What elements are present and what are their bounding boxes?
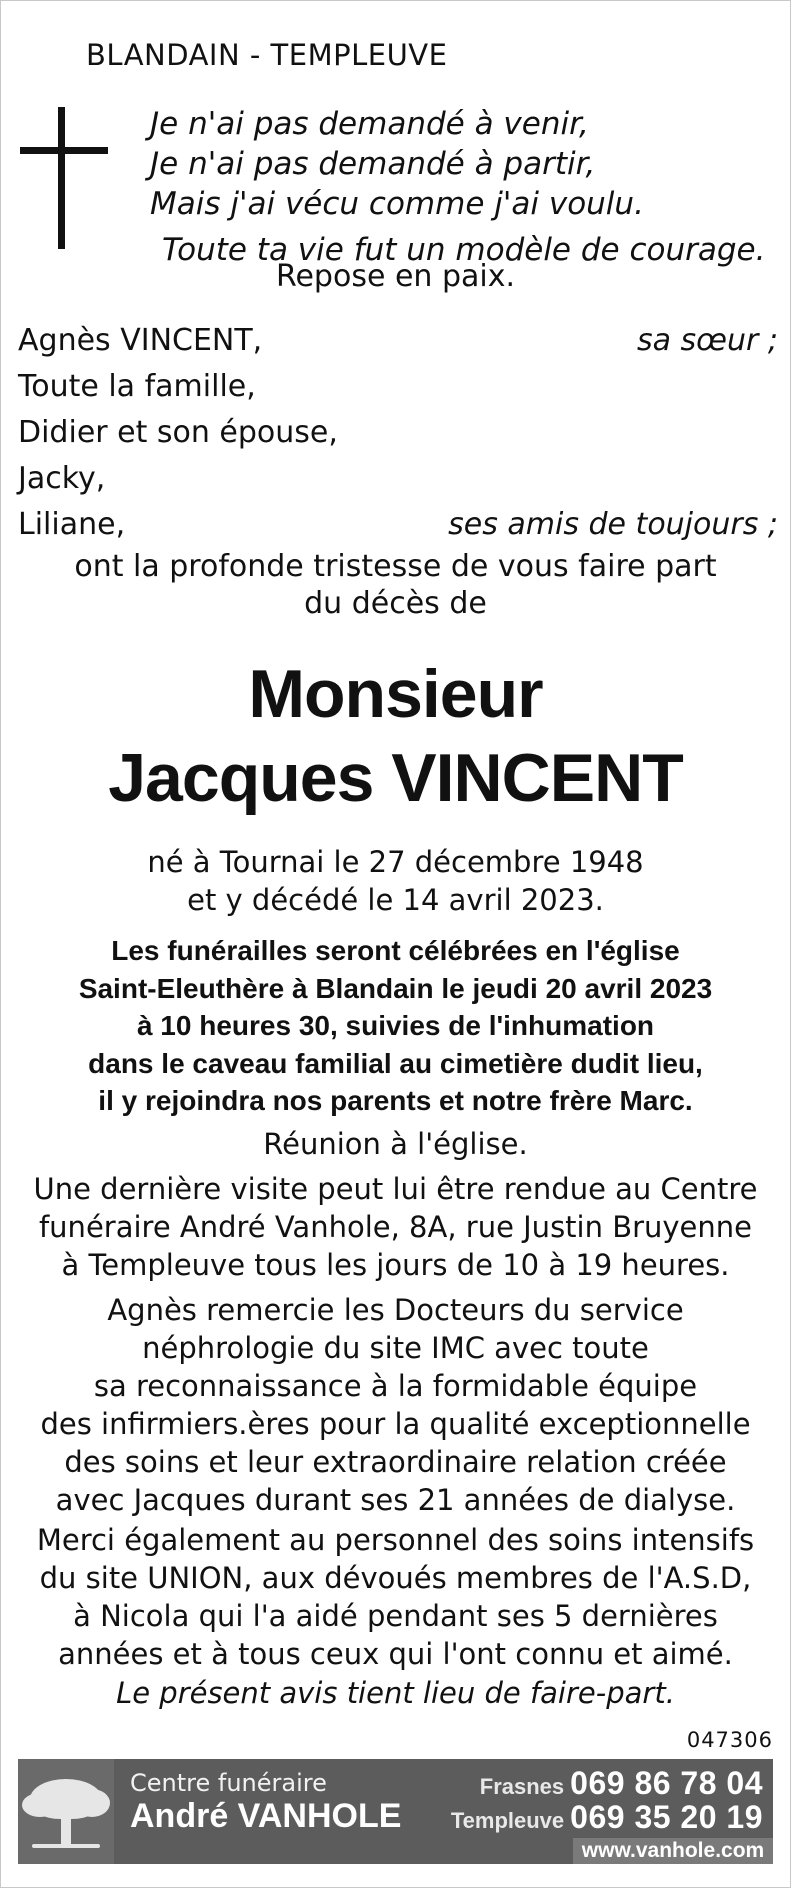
funeral-line: Saint-Eleuthère à Blandain le jeudi 20 avril 2023 [78, 972, 713, 1004]
funeral-line: il y rejoindra nos parents et notre frère Marc. [98, 1085, 693, 1116]
merci-line: années et à tous ceux qui l'ont connu et aimé. [58, 1637, 733, 1671]
family-list [18, 318, 778, 548]
birth-line: né à Tournai le 27 décembre 1948 [147, 845, 644, 879]
funeral-details [0, 932, 791, 1120]
family-row [18, 456, 778, 502]
visit-info [0, 1170, 791, 1284]
notice-line: Le présent avis tient lieu de faire-part. [116, 1676, 675, 1710]
poem-line: Je n'ai pas demandé à venir, [150, 106, 589, 142]
visit-line: funéraire André Vanhole, 8A, rue Justin Bruyenne [38, 1210, 753, 1244]
thanks-line: des infirmiers.ères pour la qualité exceptionnelle [40, 1407, 751, 1441]
deceased-name [0, 652, 791, 820]
phone-frasnes [480, 1765, 763, 1802]
family-row [18, 318, 778, 364]
rest-in-peace: Repose en paix. [275, 259, 516, 294]
poem-line: Je n'ai pas demandé à partir, [150, 146, 596, 182]
announcement [0, 548, 791, 622]
phone-number: 069 86 78 04 [570, 1765, 763, 1801]
family-relation: sa sœur ; [636, 323, 778, 358]
funeral-home-name: André VANHOLE [130, 1797, 402, 1835]
poem-line: Mais j'ai vécu comme j'ai voulu. [150, 186, 644, 222]
visit-line: Une dernière visite peut lui être rendue au Centre [33, 1172, 758, 1206]
deceased-fullname: Jacques VINCENT [108, 740, 683, 816]
funeral-line: dans le caveau familial au cimetière dudit lieu, [88, 1047, 703, 1079]
poem [150, 104, 790, 270]
thanks-line: des soins et leur extraordinaire relation créée [64, 1445, 727, 1479]
thanks-paragraph [0, 1291, 791, 1519]
family-name: Agnès VINCENT, [18, 323, 263, 358]
funeral-line: à 10 heures 30, suivies de l'inhumation [136, 1010, 655, 1041]
family-row [18, 364, 778, 410]
funeral-line: Les funérailles seront célébrées en l'église [111, 935, 680, 966]
thanks-line: avec Jacques durant ses 21 années de dialyse. [55, 1483, 736, 1517]
reunion-note: Réunion à l'église. [263, 1127, 528, 1161]
thanks-line: néphrologie du site IMC avec toute [142, 1331, 649, 1365]
poem-line: Toute ta vie fut un modèle de courage. [162, 232, 766, 268]
phone-templeuve [451, 1799, 763, 1836]
cross-icon [20, 107, 108, 249]
death-line: et y décédé le 14 avril 2023. [187, 883, 604, 917]
family-row [18, 502, 778, 548]
family-name: Didier et son épouse, [18, 415, 338, 450]
website-link[interactable]: www.vanhole.com [573, 1838, 773, 1864]
location-header: BLANDAIN - TEMPLEUVE [86, 38, 448, 72]
deceased-title: Monsieur [248, 656, 543, 732]
announcement-line: du décès de [304, 586, 487, 621]
merci-line: du site UNION, aux dévoués membres de l'A.S.D, [39, 1561, 752, 1595]
merci-line: Merci également au personnel des soins intensifs [36, 1523, 755, 1557]
family-name: Liliane, [18, 507, 126, 542]
merci-line: à Nicola qui l'a aidé pendant ses 5 dernières [73, 1599, 718, 1633]
family-name: Jacky, [18, 461, 106, 496]
funeral-home-subtitle: Centre funéraire [130, 1769, 327, 1797]
reference-number: 047306 [686, 1728, 773, 1752]
family-relation: ses amis de toujours ; [448, 507, 778, 542]
tree-logo-icon [18, 1759, 114, 1864]
thanks-line: Agnès remercie les Docteurs du service [107, 1293, 684, 1327]
announcement-line: ont la profonde tristesse de vous faire part [74, 549, 717, 584]
thanks-line: sa reconnaissance à la formidable équipe [93, 1369, 698, 1403]
visit-line: à Templeuve tous les jours de 10 à 19 heures. [61, 1248, 730, 1282]
birth-death-info [0, 843, 791, 919]
merci-paragraph [0, 1521, 791, 1673]
family-row [18, 410, 778, 456]
funeral-home-banner [18, 1759, 773, 1864]
family-name: Toute la famille, [18, 369, 256, 404]
phone-city: Frasnes [479, 1774, 565, 1799]
phone-city: Templeuve [450, 1808, 565, 1833]
phone-number: 069 35 20 19 [570, 1799, 763, 1835]
